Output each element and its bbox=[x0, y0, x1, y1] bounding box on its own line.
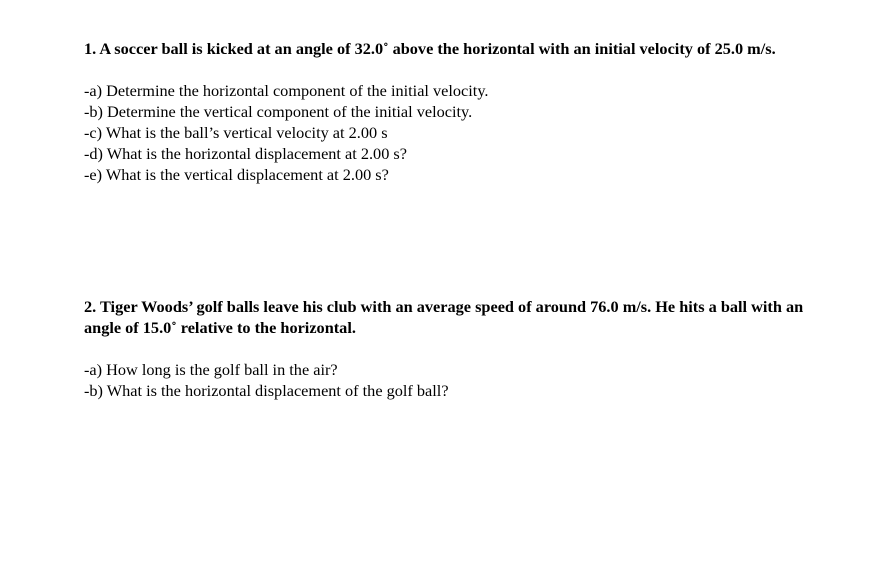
problem-2 bbox=[84, 296, 804, 401]
problem-1-parts bbox=[84, 80, 804, 185]
problem-2-question: 2. Tiger Woods’ golf balls leave his club with an average speed of around 76.0 m/s. He hits a ball with an angle of 15.0˚ relative to the horizontal. bbox=[84, 297, 804, 337]
problem-2-part-b: -b) What is the horizontal displacement of the golf ball? bbox=[84, 381, 449, 400]
problem-1-part-b: -b) Determine the vertical component of the initial velocity. bbox=[84, 102, 473, 121]
problem-1-part-a: -a) Determine the horizontal component of the initial velocity. bbox=[84, 81, 489, 100]
problem-1 bbox=[84, 38, 804, 185]
problem-2-parts bbox=[84, 359, 804, 401]
problem-1-question: 1. A soccer ball is kicked at an angle of 32.0˚ above the horizontal with an initial velocity of 25.0 m/s. bbox=[84, 39, 776, 58]
problem-1-part-d: -d) What is the horizontal displacement at 2.00 s? bbox=[84, 144, 407, 163]
problem-1-part-c: -c) What is the ball’s vertical velocity at 2.00 s bbox=[84, 123, 388, 142]
problem-2-part-a: -a) How long is the golf ball in the air? bbox=[84, 360, 338, 379]
problem-1-part-e: -e) What is the vertical displacement at 2.00 s? bbox=[84, 165, 389, 184]
